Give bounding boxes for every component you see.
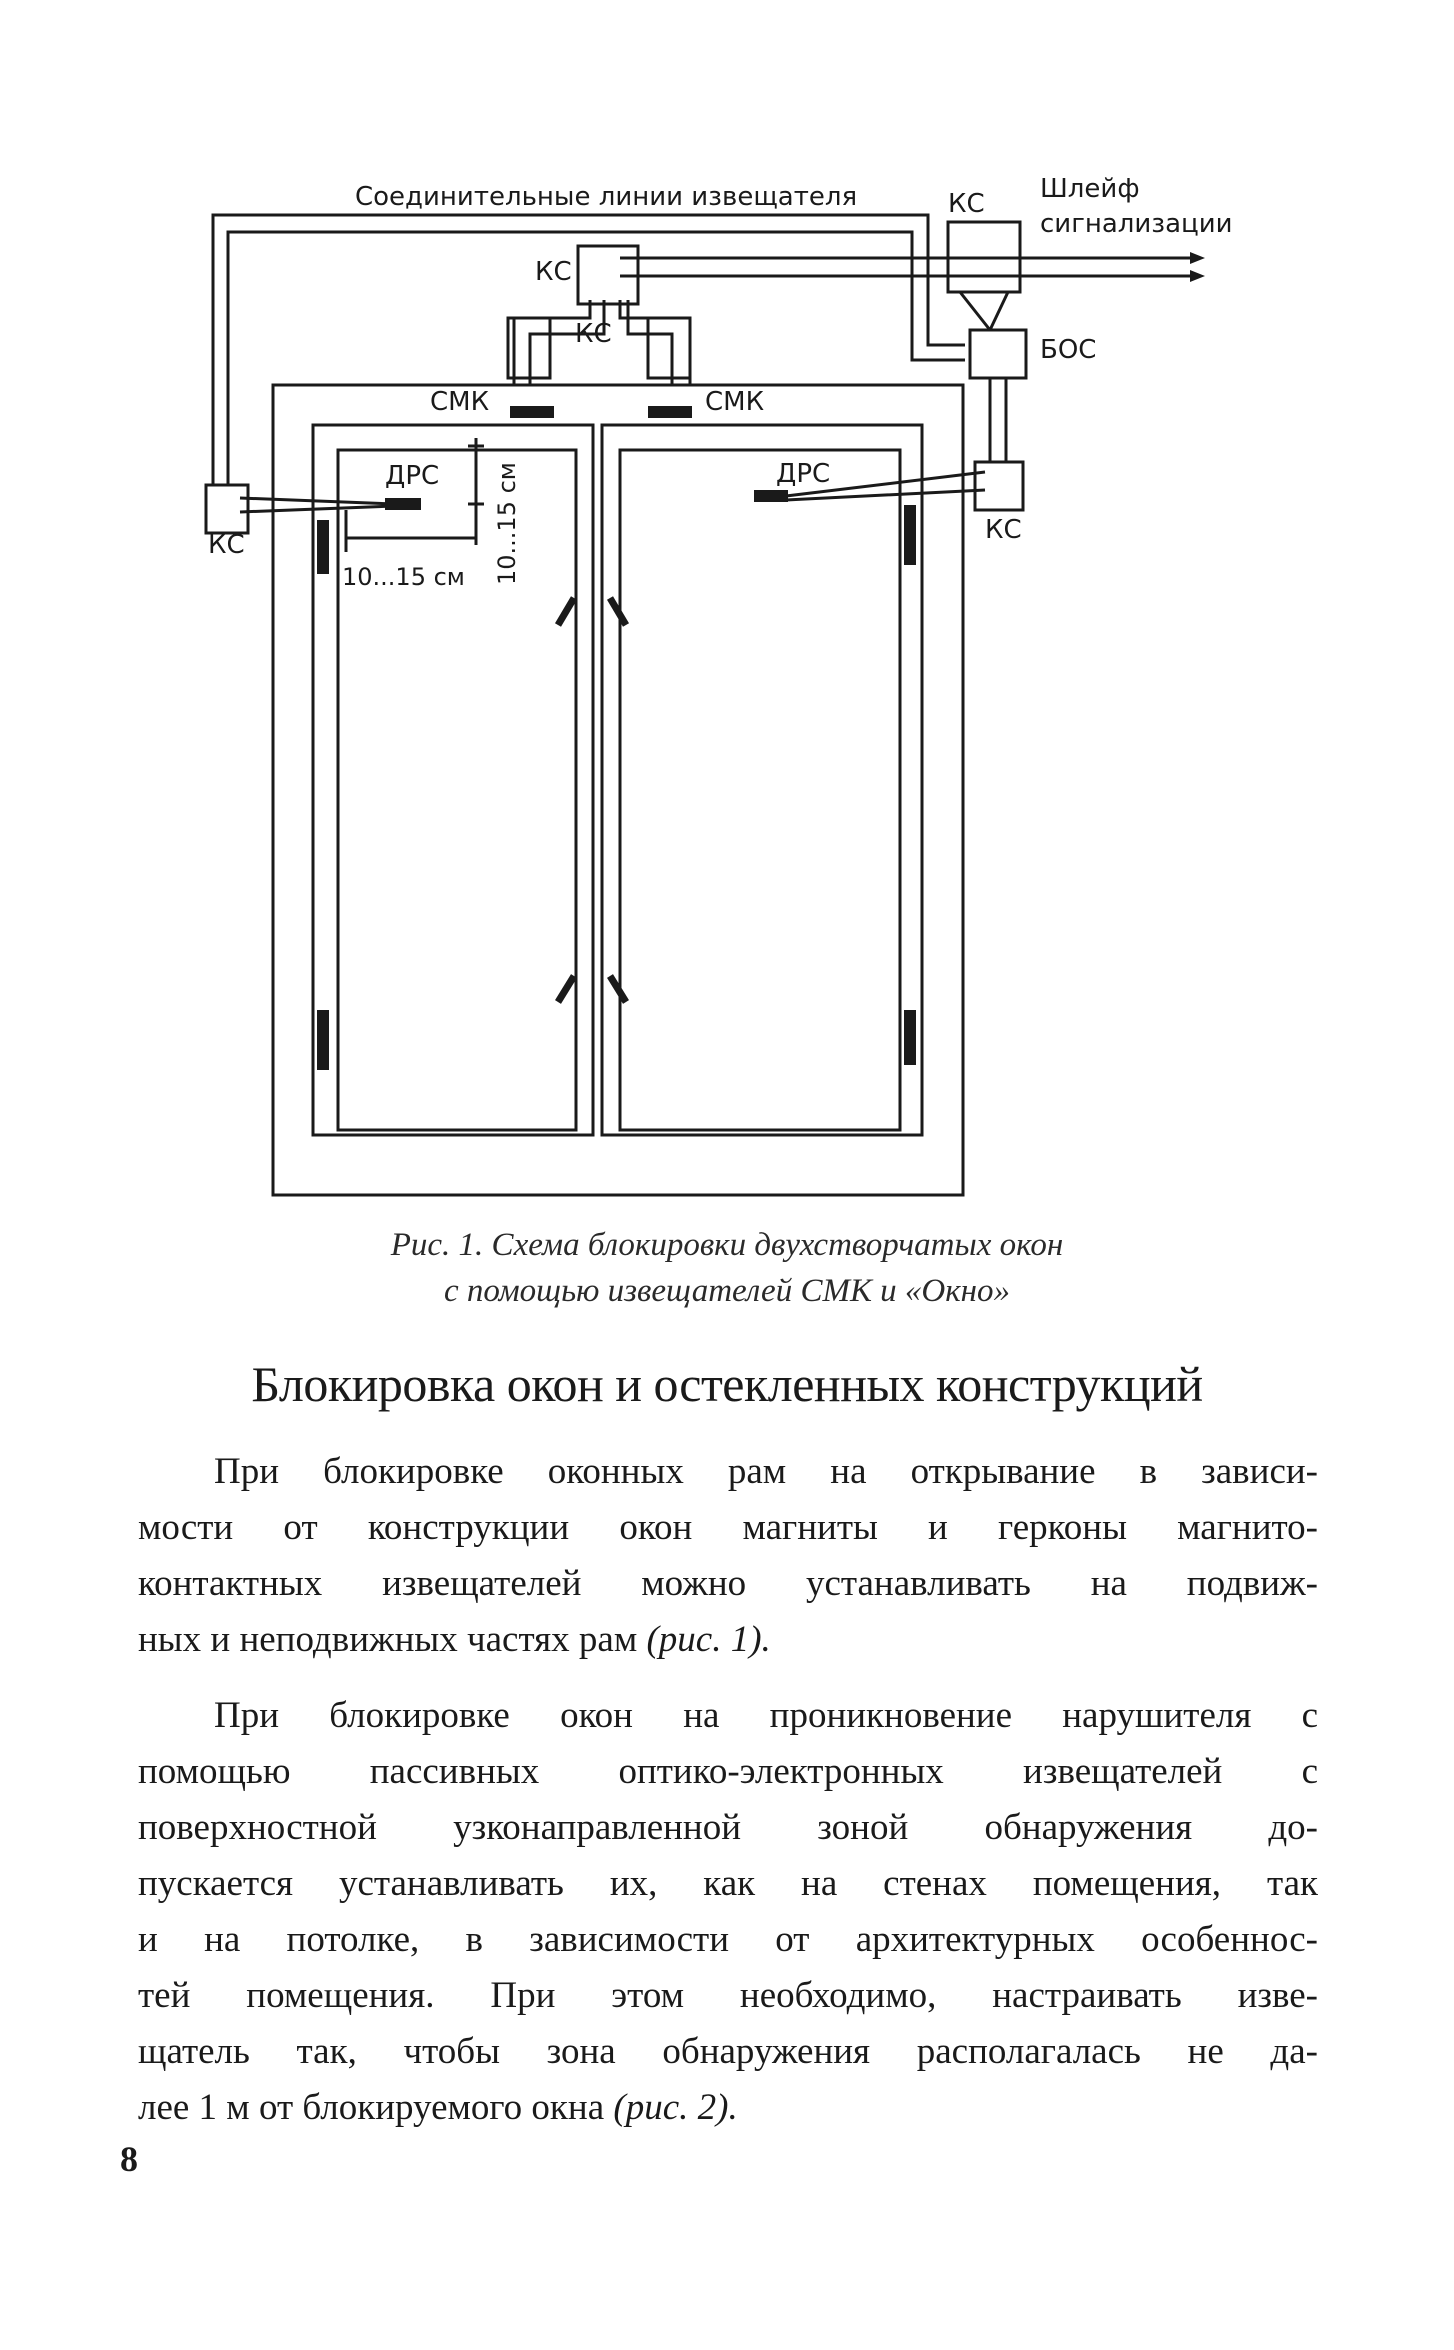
caption-line-2: с помощью извещателей СМК и «Окно»	[443, 1273, 1011, 1309]
text-line: помощью пассивных оптико-электронных извещателей с	[138, 1751, 1318, 1792]
text-line-content: ных и неподвижных частях рам	[138, 1619, 638, 1660]
page-number: 8	[120, 2139, 138, 2179]
drs-sensor-left	[385, 498, 421, 510]
text-line: щатель так, чтобы зона обнаружения располагалась не да-	[138, 2031, 1318, 2072]
figure-reference: (рис. 2).	[613, 2087, 738, 2128]
text-line: При блокировке окон на проникновение нарушителя с	[214, 1695, 1318, 1736]
label-drs-right: ДРС	[776, 459, 831, 489]
frame-block-left-top	[317, 520, 329, 574]
right-sash-frame	[602, 425, 922, 1135]
connecting-line-outer	[213, 215, 965, 485]
right-sash-glass	[620, 450, 900, 1130]
frame-block-right-top	[904, 505, 916, 565]
label-connecting-lines: Соединительные линии извещателя	[355, 182, 858, 212]
text-line: мости от конструкции окон магниты и герконы магнито-	[138, 1507, 1318, 1548]
text-line-content: лее 1 м от блокируемого окна	[138, 2087, 605, 2128]
label-loop-1: Шлейф	[1040, 174, 1140, 204]
label-ks-middle: КС	[575, 319, 612, 349]
frame-block-left-bottom	[317, 1010, 329, 1070]
bos-box	[970, 330, 1026, 378]
label-ks-right-top: КС	[948, 189, 985, 219]
label-drs-left: ДРС	[385, 461, 440, 491]
smk-sensor-right	[648, 406, 692, 418]
drs-left-wires	[240, 498, 395, 512]
section-heading: Блокировка окон и остекленных конструкций	[251, 1356, 1203, 1412]
text-line: контактных извещателей можно устанавливать на подвиж-	[138, 1563, 1318, 1604]
frame-block-right-bottom	[904, 1010, 916, 1065]
left-sash-frame	[313, 425, 593, 1135]
smk-ks-right	[648, 318, 690, 378]
ks-box-right	[975, 462, 1023, 510]
text-line-last	[138, 1612, 1318, 1668]
label-dim-vertical: 10...15 см	[493, 462, 521, 585]
paragraph-2	[138, 1688, 1318, 2136]
label-loop-2: сигнализации	[1040, 209, 1233, 239]
label-ks-right: КС	[985, 515, 1022, 545]
paragraph-1	[138, 1444, 1318, 1668]
figure-reference: (рис. 1).	[646, 1619, 771, 1660]
label-smk-left: СМК	[430, 387, 490, 417]
text-line: тей помещения. При этом необходимо, настраивать изве-	[138, 1975, 1318, 2016]
ks-box-left	[206, 485, 248, 533]
label-smk-right: СМК	[705, 387, 765, 417]
text-line: При блокировке оконных рам на открывание в зависи-	[214, 1451, 1318, 1492]
body-text	[138, 1444, 1318, 2136]
smk-sensor-left	[510, 406, 554, 418]
label-bos: БОС	[1040, 335, 1097, 365]
text-line: и на потолке, в зависимости от архитектурных особеннос-	[138, 1919, 1318, 1960]
text-line: пускается устанавливать их, как на стенах помещения, так	[138, 1863, 1318, 1904]
left-sash-glass	[338, 450, 576, 1130]
label-dim-horizontal: 10...15 см	[342, 563, 465, 591]
text-line-last	[138, 2080, 1318, 2136]
figure-caption	[0, 1222, 1454, 1314]
label-ks-left: КС	[208, 530, 245, 560]
drs-sensor-right	[754, 490, 788, 502]
label-ks-top: КС	[535, 257, 572, 287]
connecting-line-inner	[228, 232, 965, 485]
caption-line-1: Рис. 1. Схема блокировки двухстворчатых окон	[390, 1227, 1064, 1263]
text-line: поверхностной узконаправленной зоной обнаружения до-	[138, 1807, 1318, 1848]
